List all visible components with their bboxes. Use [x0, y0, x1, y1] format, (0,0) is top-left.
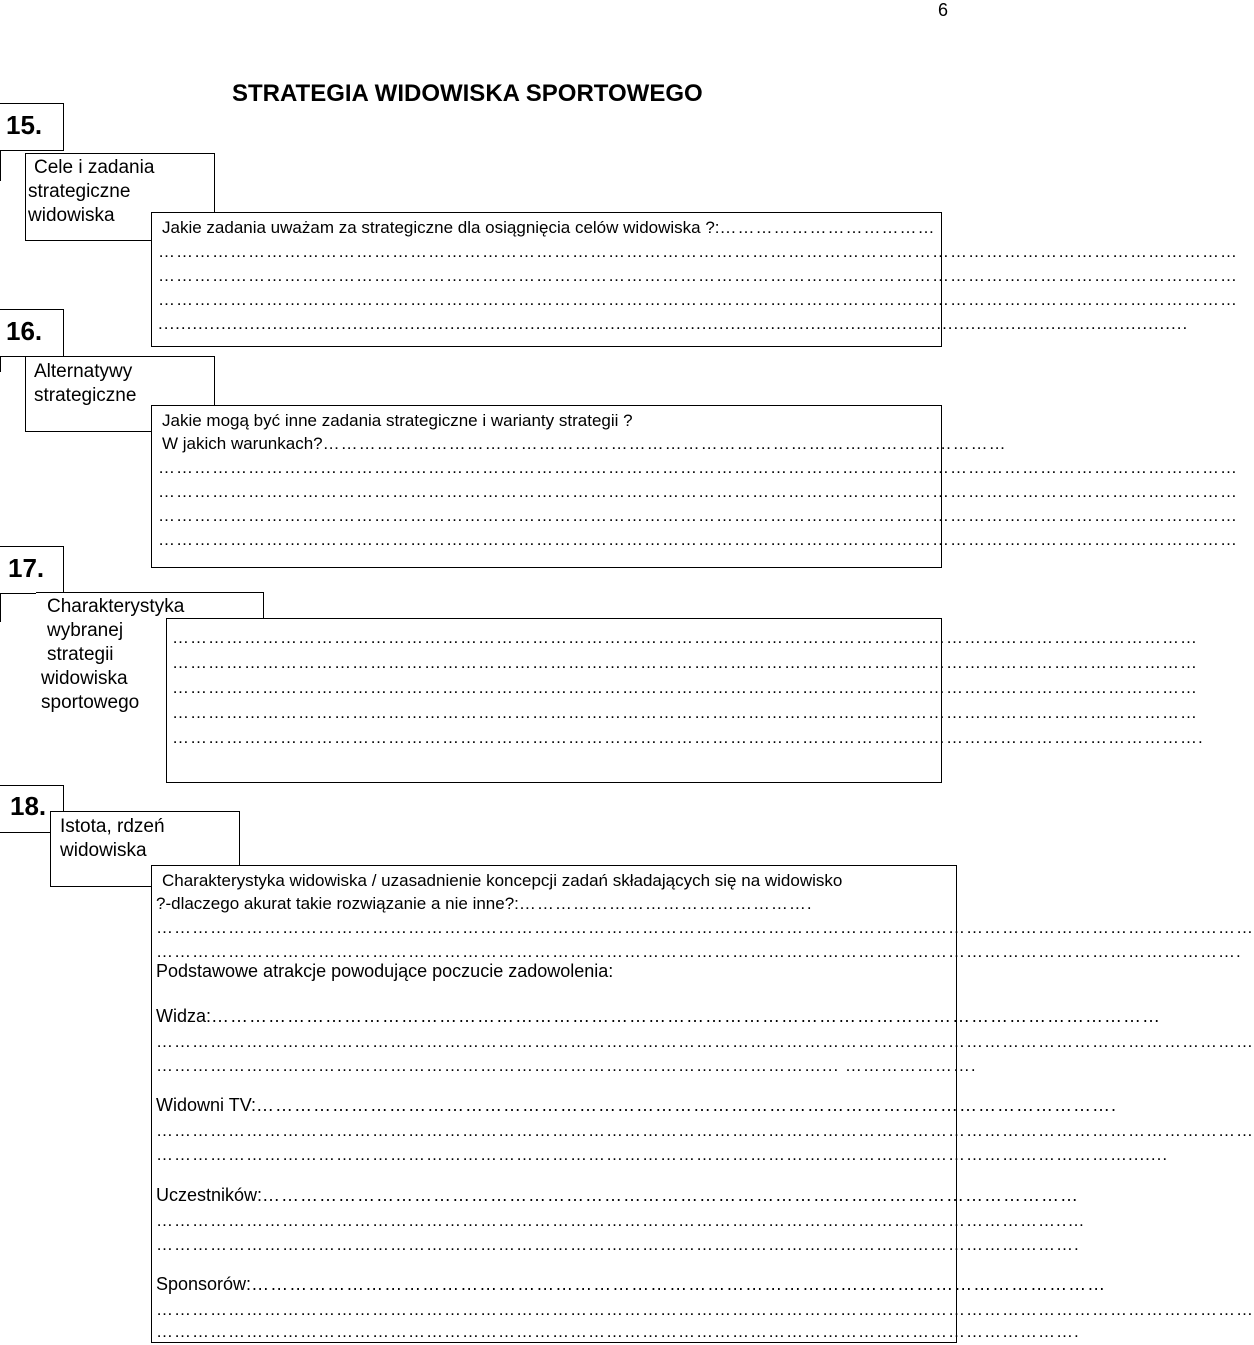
group-label-sponsorow: Sponsorów:……………………………………………………………………………………………………………………… — [156, 1274, 1107, 1294]
section-15-dot-line: ……………………………………………………………………………………………………………………………………………………………… — [158, 266, 1238, 285]
section-16-dot-line: ……………………………………………………………………………………………………………………………………………………………… — [158, 530, 1238, 549]
section-18-label-line-2: widowiska — [60, 840, 147, 861]
group-sponsorow-dot-line: ………………………………………………………………………………………………………………………………………………………………… — [156, 1300, 1254, 1319]
group-label-uczestnikow: Uczestników:………………………………………………………………………………………………………………… — [156, 1185, 1080, 1205]
section-15-question: Jakie zadania uważam za strategiczne dla osiągnięcia celów widowiska ?:……………………………… — [162, 218, 936, 237]
group-label-widza: Widza:…………………………………………………………………………………………………………………………………… — [156, 1006, 1162, 1026]
attractions-heading: Podstawowe atrakcje powodujące poczucie zadowolenia: — [156, 961, 614, 981]
group-uczestnikow-dot-line: ……………………………………………………………………………………………………………………………………..… — [156, 1211, 1086, 1230]
section-15-label-line-3: widowiska — [28, 205, 115, 226]
section-17-label-line-2: wybranej — [47, 620, 124, 641]
section-17-number: 17. — [8, 553, 45, 583]
section-15-number: 15. — [6, 110, 43, 140]
page-number: 6 — [937, 0, 948, 20]
section-16-label-line-2: strategiczne — [34, 385, 137, 406]
group-widowni-tv-dot-line: ………………………………………………………………………………………………………………………………………………………………… — [156, 1121, 1254, 1140]
section-18-number: 18. — [10, 791, 47, 821]
section-17-dot-line: ……………………………………………………………………………………………………………………………………………………… — [172, 653, 1198, 672]
section-16-dot-line: ……………………………………………………………………………………………………………………………………………………………… — [158, 482, 1238, 501]
section-18-label-line-1: Istota, rdzeń — [60, 816, 165, 837]
section-15-dot-line: .................................................................................................................................................................................... — [158, 314, 1189, 333]
section-18-dot-line: ………………………………………………………………………………………………………………………………………………………………. — [156, 942, 1242, 961]
group-sponsorow-dot-line: ………………………………………………………………………………………………………………………………………. — [156, 1322, 1080, 1341]
group-widza-dot-line: …………………………………………………………………………………………………... …………………. — [156, 1056, 977, 1075]
section-15-dot-line: ……………………………………………………………………………………………………………………………………………………………… — [158, 242, 1238, 261]
section-17-label-line-4: widowiska — [41, 668, 128, 689]
section-16-dot-line: ……………………………………………………………………………………………………………………………………………………………… — [158, 458, 1238, 477]
section-17-connector — [0, 594, 1, 622]
section-17-dot-line: ………………………………………………………………………………………………………………………………………………………. — [172, 728, 1204, 747]
group-label-widowni-tv: Widowni TV:………………………………………………………………………………………………………………………. — [156, 1095, 1118, 1115]
section-18-question-line-2: ?-dlaczego akurat takie rozwiązanie a nie inne?:…………………………………………. — [156, 894, 813, 913]
section-18-dot-line: ………………………………………………………………………………………………………………………………………………………………… — [156, 918, 1254, 937]
section-15-label-line-1: Cele i zadania — [34, 157, 155, 178]
group-widza-dot-line: ………………………………………………………………………………………………………………………………………………………………… — [156, 1032, 1254, 1051]
section-16-question-line-1: Jakie mogą być inne zadania strategiczne i warianty strategii ? — [162, 411, 633, 430]
section-17-dot-line: ……………………………………………………………………………………………………………………………………………………… — [172, 628, 1198, 647]
section-17-label-line-3: strategii — [47, 644, 114, 665]
section-16-dot-line: ……………………………………………………………………………………………………………………………………………………………… — [158, 506, 1238, 525]
section-15-label-line-2: strategiczne — [28, 181, 131, 202]
section-17-label-line-5: sportowego — [41, 692, 140, 713]
section-15-dot-line: ……………………………………………………………………………………………………………………………………………………………… — [158, 290, 1238, 309]
section-17-label-line-1: Charakterystyka — [47, 596, 185, 617]
section-16-connector — [0, 357, 1, 372]
group-uczestnikow-dot-line: ………………………………………………………………………………………………………………………………………. — [156, 1235, 1080, 1254]
section-17-dot-line: ……………………………………………………………………………………………………………………………………………………… — [172, 678, 1198, 697]
section-16-label-line-1: Alternatywy — [34, 361, 133, 382]
section-16-number: 16. — [6, 316, 43, 346]
page-title: STRATEGIA WIDOWISKA SPORTOWEGO — [232, 80, 703, 107]
section-16-question-line-2: W jakich warunkach?…………………………………………………………………………………………………… — [162, 434, 1007, 453]
section-17-dot-line: ……………………………………………………………………………………………………………………………………………………… — [172, 703, 1198, 722]
section-18-question-line-1: Charakterystyka widowiska / uzasadnienie koncepcji zadań składających się na widowisko — [162, 871, 843, 890]
section-15-connector — [0, 151, 1, 181]
group-widowni-tv-dot-line: ………………………………………………………………………………………………………………………………………………....... — [156, 1145, 1169, 1164]
